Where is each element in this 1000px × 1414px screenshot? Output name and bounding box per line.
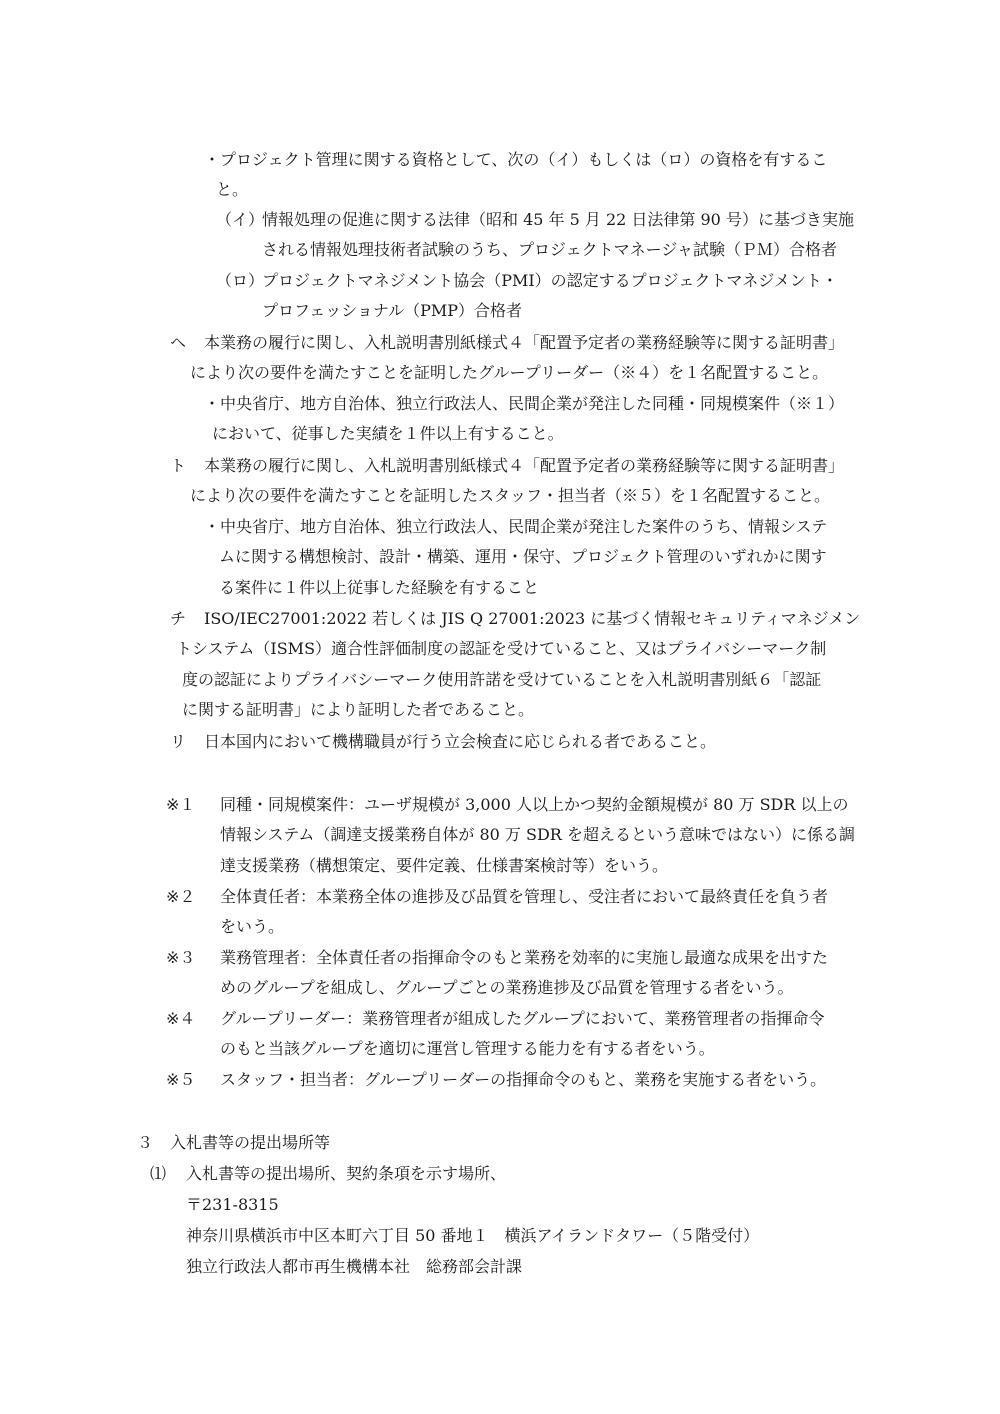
qual-i-line: される情報処理技術者試験のうち、プロジェクトマネージャ試験（ＰＭ）合格者 bbox=[262, 240, 838, 259]
note-marker: ※２ bbox=[166, 887, 196, 906]
subsection-title: 入札書等の提出場所、契約条項を示す場所、 bbox=[186, 1164, 507, 1183]
item-to-bullet-cont: る案件に１件以上従事した経験を有すること bbox=[219, 578, 540, 597]
item-ri-line: 日本国内において機構職員が行う立会検査に応じられる者であること。 bbox=[204, 732, 717, 751]
note-line: 全体責任者：本業務全体の進捗及び品質を管理し、受注者において最終責任を負う者 bbox=[220, 887, 829, 906]
item-he-marker: ヘ bbox=[170, 333, 187, 352]
organization: 独立行政法人都市再生機構本社 総務部会計課 bbox=[186, 1257, 523, 1276]
item-he-line: 本業務の履行に関し、入札説明書別紙様式４「配置予定者の業務経験等に関する証明書」 bbox=[204, 333, 845, 352]
item-to-line: により次の要件を満たすことを証明したスタッフ・担当者（※５）を１名配置すること。 bbox=[190, 486, 831, 505]
note-marker: ※１ bbox=[166, 795, 196, 814]
note-line: 情報システム（調達支援業務自体が 80 万 SDR を超えるという意味ではない）に係る調 bbox=[220, 825, 855, 844]
qualification-bullet-cont: と。 bbox=[216, 180, 249, 199]
item-ri-marker: リ bbox=[170, 732, 187, 751]
item-he-bullet-cont: において、従事した実績を１件以上有すること。 bbox=[212, 424, 564, 443]
note-marker: ※５ bbox=[166, 1070, 196, 1089]
note-line: 同種・同規模案件：ユーザ規模が 3,000 人以上かつ契約金額規模が 80 万 SDR 以上の bbox=[220, 795, 849, 814]
qualification-bullet: ・プロジェクト管理に関する資格として、次の（イ）もしくは（ロ）の資格を有するこ bbox=[204, 150, 828, 169]
item-to-bullet: ・中央省庁、地方自治体、独立行政法人、民間企業が発注した案件のうち、情報システ bbox=[204, 517, 828, 536]
item-chi-marker: チ bbox=[170, 609, 187, 628]
subsection-marker: ⑴ bbox=[150, 1164, 167, 1183]
section-title: 入札書等の提出場所等 bbox=[170, 1133, 331, 1152]
note-line: 業務管理者：全体責任者の指揮命令のもと業務を効率的に実施し最適な成果を出すた bbox=[220, 948, 829, 967]
item-to-bullet-cont: ムに関する構想検討、設計・構築、運用・保守、プロジェクト管理のいずれかに関す bbox=[219, 547, 827, 566]
qual-i-line: 情報処理の促進に関する法律（昭和 45 年 5 月 22 日法律第 90 号）に基づき実施 bbox=[262, 210, 854, 229]
postal-code: 〒231‐8315 bbox=[186, 1195, 279, 1214]
note-line: のもと当該グループを適切に運営し管理する能力を有する者をいう。 bbox=[220, 1039, 715, 1058]
qual-ro-line: プロフェッショナル（PMP）合格者 bbox=[262, 301, 522, 320]
item-chi-line: ISO/IEC27001:2022 若しくは JIS Q 27001:2023 に基づく情報セキュリティマネジメン bbox=[204, 609, 861, 628]
qual-i-marker: （イ） bbox=[216, 210, 265, 229]
note-line: グループリーダー：業務管理者が組成したグループにおいて、業務管理者の指揮命令 bbox=[220, 1009, 825, 1028]
note-line: スタッフ・担当者：グループリーダーの指揮命令のもと、業務を実施する者をいう。 bbox=[220, 1070, 827, 1089]
item-he-bullet: ・中央省庁、地方自治体、独立行政法人、民間企業が発注した同種・同規模案件（※１） bbox=[204, 394, 845, 413]
section-number: ３ bbox=[137, 1133, 154, 1152]
note-line: めのグループを組成し、グループごとの業務進捗及び品質を管理する者をいう。 bbox=[220, 978, 794, 997]
item-to-marker: ト bbox=[170, 456, 187, 475]
qual-ro-line: プロジェクトマネジメント協会（PMI）の認定するプロジェクトマネジメント・ bbox=[262, 271, 838, 290]
item-chi-line: 度の認証によりプライバシーマーク使用許諾を受けていることを入札説明書別紙６「認証 bbox=[182, 670, 822, 689]
item-chi-line: に関する証明書」により証明した者であること。 bbox=[182, 700, 535, 719]
note-marker: ※３ bbox=[166, 948, 196, 967]
item-chi-line: トシステム（ISMS）適合性評価制度の認証を受けていること、又はプライバシーマーク制 bbox=[176, 639, 827, 658]
item-to-line: 本業務の履行に関し、入札説明書別紙様式４「配置予定者の業務経験等に関する証明書」 bbox=[204, 456, 845, 475]
address: 神奈川県横浜市中区本町六丁目 50 番地１ 横浜アイランドタワー（５階受付） bbox=[186, 1226, 760, 1245]
note-line: 達支援業務（構想策定、要件定義、仕様書案検討等）をいう。 bbox=[220, 856, 669, 875]
item-he-line: により次の要件を満たすことを証明したグループリーダー（※４）を１名配置すること。 bbox=[190, 363, 829, 382]
note-line: をいう。 bbox=[220, 917, 285, 936]
note-marker: ※４ bbox=[166, 1009, 196, 1028]
qual-ro-marker: （ロ） bbox=[216, 271, 265, 290]
